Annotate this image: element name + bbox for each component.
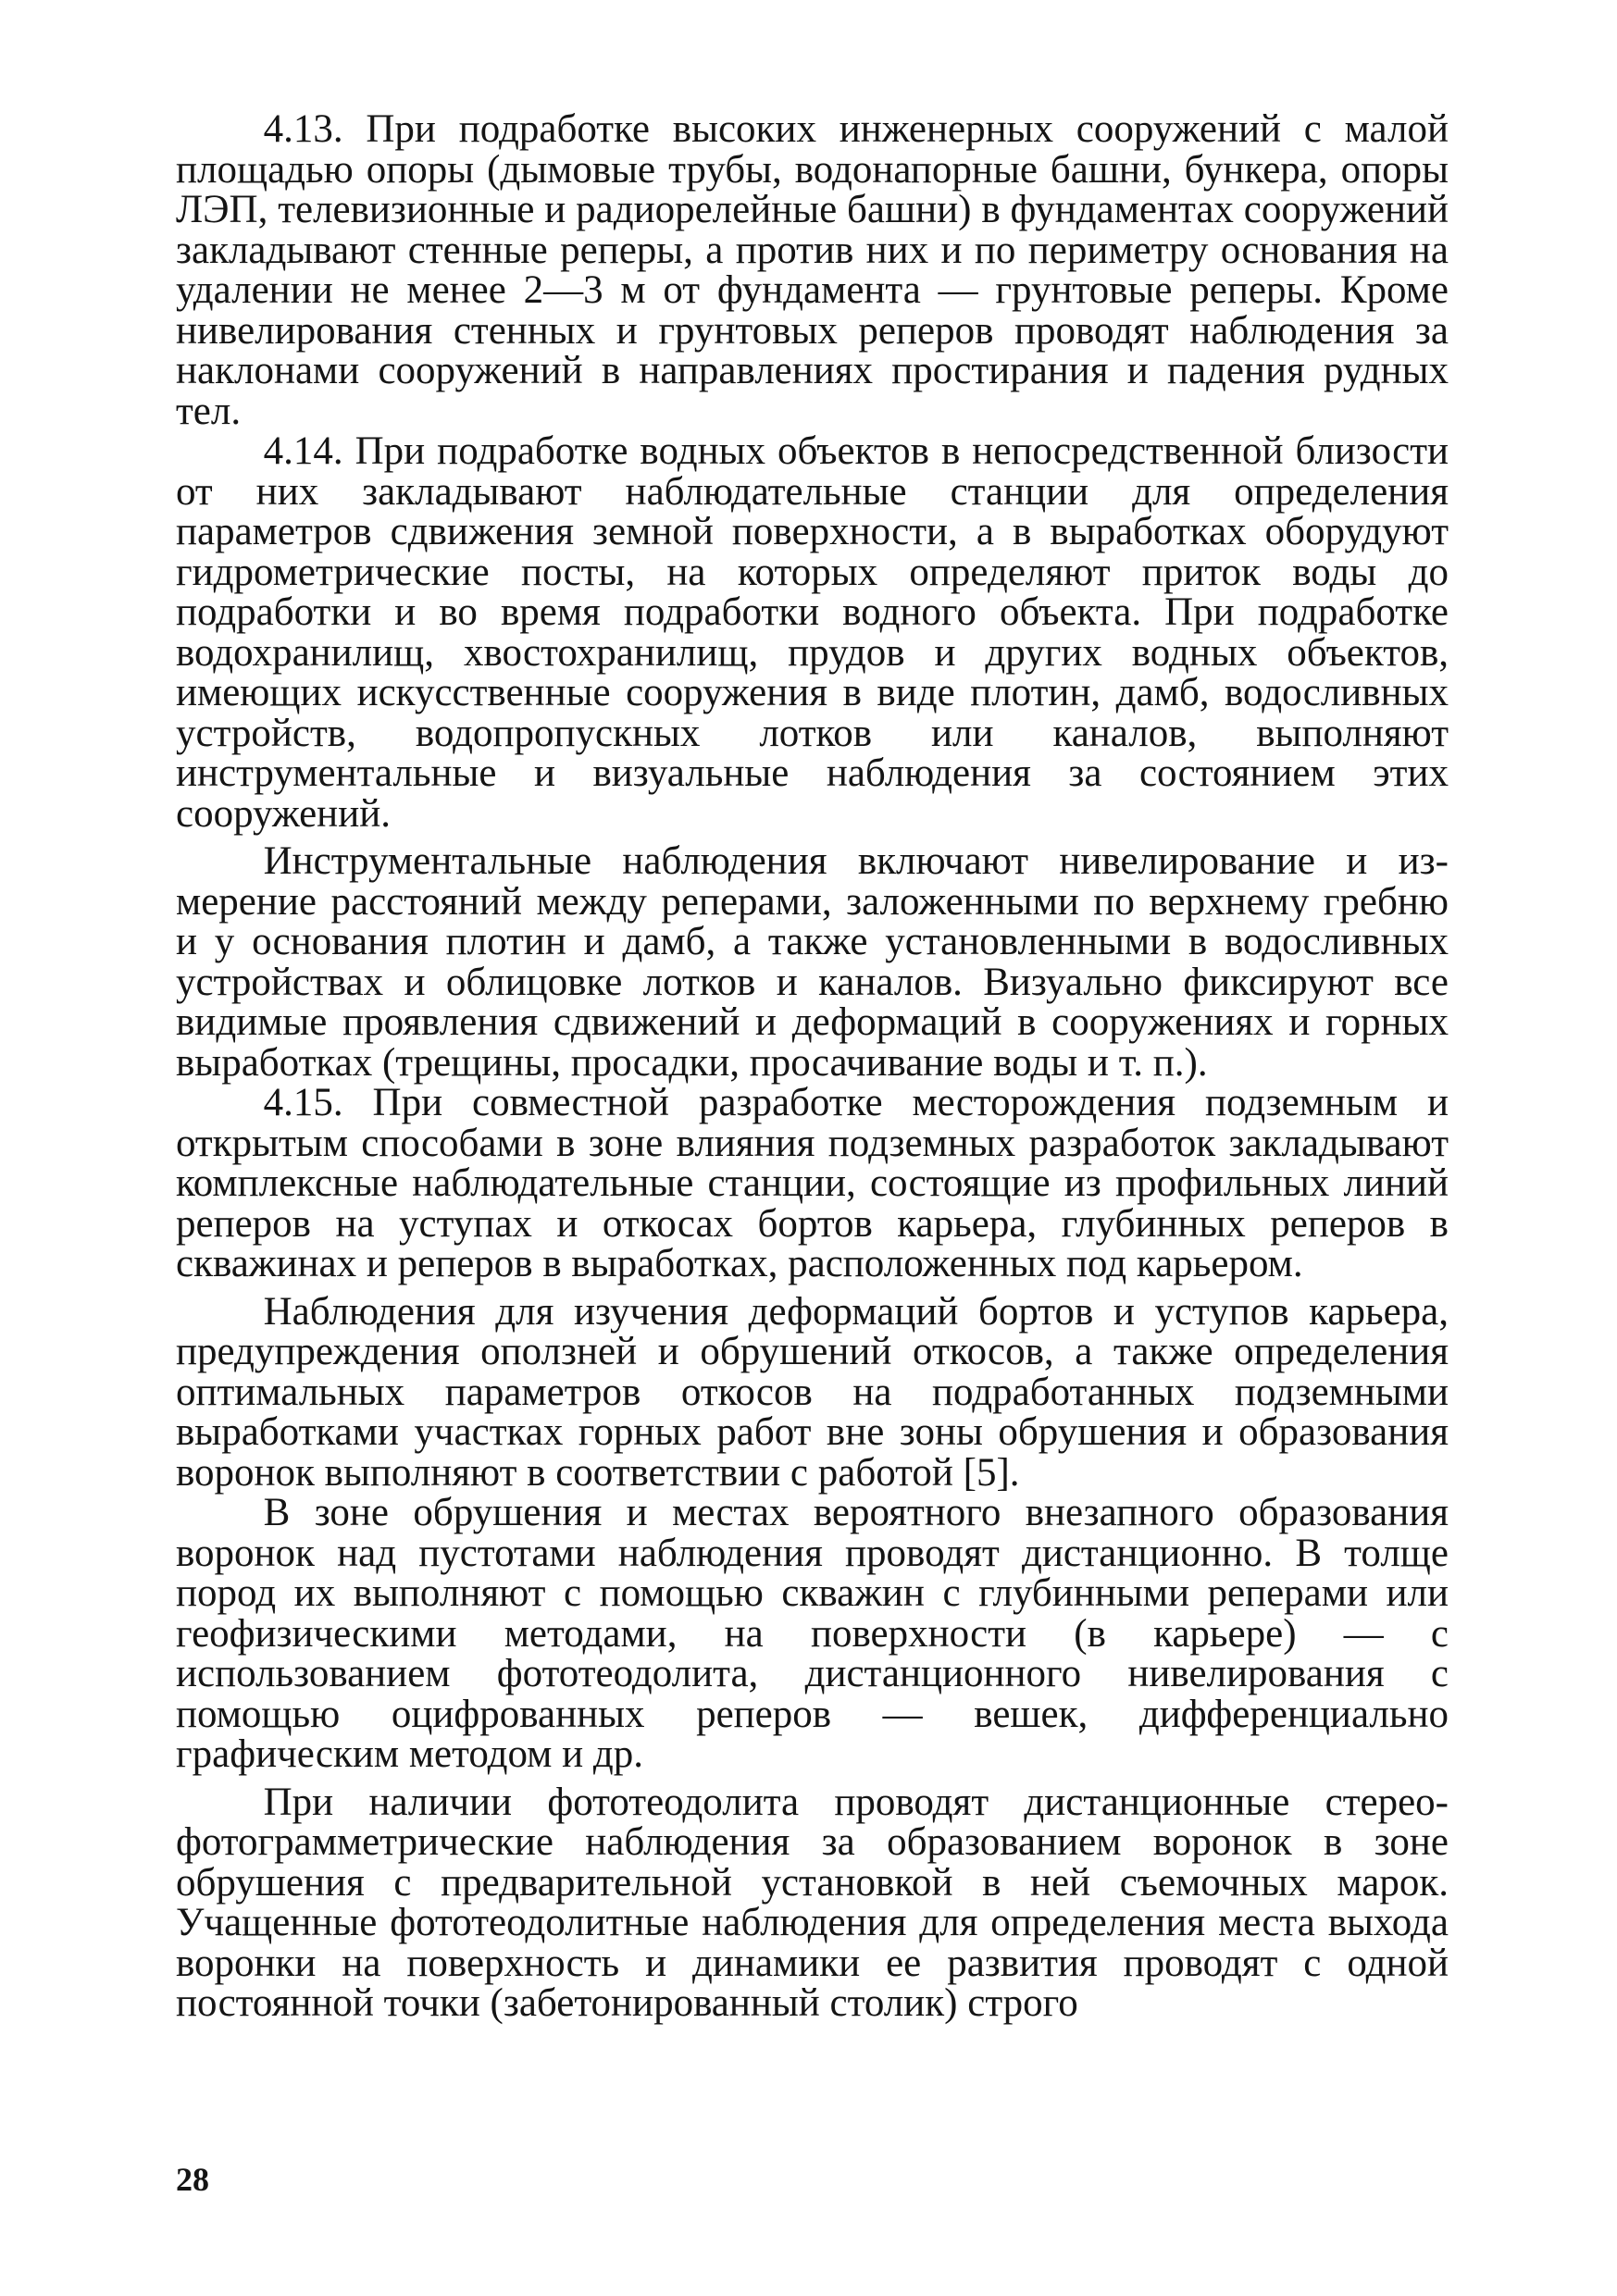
paragraph-4-13: 4.13. При подработке высоких инженерных сооружений с малой площадью опоры (дымовые трубы, водонапорные башни, бункера, опоры ЛЭП, телевизионные и радиорелейные башни) в фундаментах сооружений закладывают стенные реперы, а против них и по периметру основания на удалении не менее 2—3 м от фундамента — грунтовые реперы. Кроме нивелирования стенных и грунтовых реперов проводят наблюдения за наклонами сооружений в направлениях простирания и падения рудных тел. <box>176 107 1449 433</box>
page-number: 28 <box>176 2161 209 2198</box>
paragraph-slope-observations: Наблюдения для изучения деформаций бортов и уступов карьера, предупреждения оползней и обрушений откосов, а также определения оптимальных параметров откосов на подработанных подземными выработками участках горных работ вне зоны обрушения и образования воронок выполняют в соответствии с работой [5]. <box>176 1289 1449 1495</box>
paragraph-4-15: 4.15. При совместной разработке месторождения подземным и открытым способами в зоне влияния подземных разработок закладывают комплексные наблюдательные станции, состоящие из профильных линий реперов на уступах и откосах бортов карьера, глубинных реперов в скважинах и реперов в выработках, расположенных под карьером. <box>176 1081 1449 1285</box>
page-body <box>176 109 1449 2024</box>
paragraph-4-14: 4.14. При подработке водных объектов в непосредственной близости от них закладывают наблюдательные станции для определения параметров сдвижения земной поверхности, а в выработках оборудуют гидрометрические посты, на которых определяют приток воды до подработки и во время подработки водного объекта. При подработке водохранилищ, хвостохранилищ, прудов и других водных объектов, имеющих искусственные сооружения в виде плотин, дамб, водосливных устройств, водопропускных лотков или каналов, выполняют инструментальные и визуальные наблюдения за состоянием этих сооружений. <box>176 429 1449 836</box>
paragraph-instrumental-observations: Инструментальные наблюдения включают нивелирование и измерение расстояний между реперами, заложенными по верхнему гребню и у основания плотин и дамб, а также установленными в водосливных устройствах и облицовке лотков и каналов. Визуально фиксируют все видимые проявления сдвижений и деформаций в сооружениях и горных выработках (трещины, просадки, просачивание воды и т. п.). <box>176 839 1449 1085</box>
paragraph-collapse-zone: В зоне обрушения и местах вероятного внезапного образования воронок над пустотами наблюдения проводят дистанционно. В толще пород их выполняют с помощью скважин с глубинными реперами или геофизическими методами, на поверхности (в карьере) — с использованием фототеодолита, дистанционного нивелирования с помощью оцифрованных реперов — вешек, дифференциально графическим методом и др. <box>176 1491 1449 1776</box>
paragraph-phototheodolite: При наличии фототеодолита проводят дистанционные стереофотограмметрические наблюдения за образованием воронок в зоне обрушения с предварительной установкой в ней съемочных марок. Учащенные фототеодолитные наблюдения для определения места выхода воронки на поверхность и динамики ее развития проводят с одной постоянной точки (забетонированный столик) строго <box>176 1780 1449 2025</box>
